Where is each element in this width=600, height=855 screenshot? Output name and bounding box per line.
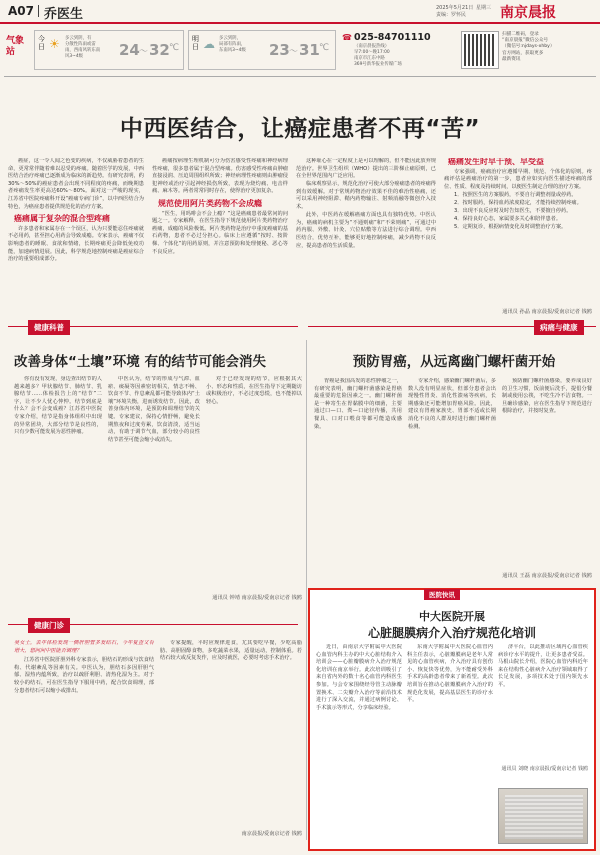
article3-col1-text: 胃癌是我国高发的恶性肿瘤之一，有研究表明，幽门螺杆菌感染是胃癌最重要的危险因素之一。幽门螺杆菌是一种寄生在胃黏膜中的细菌，主要通过口—口、粪—口途径传播，共用餐具、口对口喂食等都可能造成感染。 [314, 378, 402, 430]
sun-cloud-icon: ☀ [49, 37, 60, 51]
masthead-divider [38, 5, 39, 17]
article4-intro: 吴女士，去年体检发现一侧肝胆管多发结石，今年复查又有增大，想问问中医能否调理？ [14, 640, 154, 654]
article5-title-1: 中大医院开展 [419, 610, 485, 623]
article2-col3 [206, 376, 302, 586]
article2-col3-text: 对于已经发现的结节，应根据其大小、形态和性质，在医生指导下定期随访或积极治疗，不必过度恐慌，也不能掉以轻心。 [206, 376, 302, 405]
qr-text-1: 扫描二维码，登录 [502, 32, 539, 37]
tomorrow-desc-3: 东南风3~4级 [219, 48, 246, 53]
article3-col3-text: 预防幽门螺杆菌感染，要养成良好的卫生习惯，饭前便后洗手，提倡分餐制或使用公筷，不吃生冷不洁食物。一旦确诊感染，应在医生指导下规范进行根除治疗，并按时复查。 [502, 378, 592, 415]
article1-col1-subhead: 癌痛属于复杂的混合型疼痛 [14, 214, 110, 224]
article5-photo [498, 788, 588, 844]
article4-col2 [160, 640, 302, 826]
today-desc-1: 多云到阴，有 [65, 36, 92, 41]
article1-col4-p2: 1．按照医生的方案服药，不要自行调整剂量或停药。 [454, 191, 577, 198]
photo-pattern [505, 795, 583, 839]
masthead-rule [0, 22, 600, 24]
article4-col1-text: 江苏省中医院肝胆外科专家表示，胆结石的形成与饮食结构、代谢紊乱等因素有关。中医认为，胆结石多因肝胆气郁、湿热内蕴所致，治疗以疏肝利胆、清热化湿为主。对于较小的结石，可在医生指导下服用中药，配合饮食调理，部分患者结石可以缩小或排出。 [14, 657, 154, 694]
article5-col2-text: 东南大学附属中大医院心血管内科主任表示，心脏瓣膜病是老年人常见的心血管疾病，介入治疗具有创伤小、恢复快等优势，为不能耐受外科手术的高龄患者带来了新希望。此次培训旨在推动心脏瓣膜病介入治疗的规范化发展，提高基层医生的诊疗水平。 [407, 644, 493, 704]
paper-logo: 南京晨报 [500, 5, 556, 21]
article2-byline: 通讯员 钟靖 南京晨报/爱南京记者 钱鸥 [212, 595, 302, 601]
article5-col2 [407, 644, 493, 844]
article1-col4-p3: 2．按时服药，保持血药浓度稳定，才能持续控制疼痛。 [454, 199, 582, 206]
article5-col3 [498, 644, 588, 764]
tomorrow-desc-1: 多云到阴， [219, 36, 241, 41]
tomorrow-desc-2: 局部有阵雨， [219, 42, 246, 47]
article1-col3-p1: 这种耻心在一定程度上是可以理解的，但不能因此放弃规范治疗。世界卫生组织（WHO）提出的三阶梯止痛原则，已在全世界范围内广泛应用。 [296, 158, 436, 180]
article1-col4-subhead: 癌痛发生时早干预、早受益 [448, 158, 544, 166]
today-low: 24 [119, 41, 140, 59]
page-number: A07 [8, 4, 34, 18]
today-unit: ℃ [169, 43, 180, 53]
article1-col3-p2: 临床观察显示，规范化治疗可使大部分癌痛患者的疼痛得到有效缓解。对于常规药物治疗效果不佳的难治性癌痛，还可以采用神经阻滞、鞘内药物输注、射频消融等微创介入技术。 [296, 181, 436, 211]
article5-col1 [316, 644, 402, 844]
qr-text-5: 最新资讯 [502, 56, 521, 62]
masthead [0, 0, 600, 22]
tomorrow-unit: ℃ [319, 43, 330, 53]
hotline-box [342, 30, 460, 70]
article3-col3 [502, 378, 592, 550]
article1-col2-p2: “医生，用吗啡会不会上瘾？”这是癌痛患者最常问的问题之一。专家解释，在医生指导下规范使用阿片类药物治疗癌痛，成瘾的风险极低。阿片类药物是治疗中重度癌痛的基石药物，患者不必过分担心。临床上应遵循“按时、按阶梯、个体化”的用药原则，并注意预防和处理便秘、恶心等不良反应。 [152, 210, 288, 255]
section-tag-left: 健康科普 [28, 320, 70, 335]
cloud-icon: ☁ [203, 37, 215, 51]
today-label: 今日 [38, 35, 45, 51]
today-desc-2: 分散性阵雨或雷 [65, 42, 96, 47]
phone-icon: ☎ [342, 33, 352, 42]
article5-byline: 通讯员 刘晓 南京晨报/爱南京记者 钱鸥 [501, 766, 588, 772]
hotline-line-2: 早7:00～晚17:00 [354, 50, 390, 55]
today-desc-4: 风3~4级 [65, 54, 84, 59]
section-title: 乔医生 [44, 7, 84, 22]
highlighted-article[interactable] [308, 588, 596, 851]
article1-col4-p1: 专家强调，癌痛治疗应遵循早期、规范、个体化的原则。疼痛评估是癌痛治疗的第一步，患者应如实向医生描述疼痛的部位、性质、程度及持续时间，以便医生制定合理的治疗方案。 [444, 168, 592, 190]
article4-col2-text: 专家提醒，平时应规律进食，尤其要吃早餐，少吃高脂肪、高胆固醇食物，多吃蔬菜水果，适量运动，控制体重。若结石较大或反复发作，应及时就医，必要时考虑手术治疗。 [160, 640, 302, 662]
article1-col4-p5: 4．保持良好心态，家属要多关心和陪伴患者。 [454, 216, 562, 223]
qr-text-4: 官方网站，获取更多 [502, 50, 544, 56]
article3-col1 [314, 378, 402, 566]
article1-col3-p3: 此外，中医药在缓解癌痛方面也具有独特优势。中医认为，癌痛的病机主要为“不通则痛”和“不荣则痛”，可通过中药内服、外敷、针灸、穴位贴敷等方法进行综合调理。中西医结合，优势互补，能够更好地控制疼痛，减少药物不良反应，提高患者的生活质量。 [296, 212, 436, 249]
main-headline: 中西医结合，让癌症患者不再“苦” [119, 116, 481, 142]
tomorrow-label: 明日 [192, 35, 199, 51]
qr-text-3: （微信号:njdays-xhby） [502, 44, 555, 50]
hotline-line-4: 369号新华报业传媒广场 [354, 62, 402, 67]
article1-col1-p1: 癌症，这一令人闻之色变的疾病，不仅威胁着患者的生命，更常常伴随着难以忍受的疼痛。随着医学的发展，中西医结合治疗疼痛已逐渐成为临床的新趋势。有研究表明，约30%～50%的癌症患者会出现不同程度的疼痛，而晚期患者疼痛发生率更高达60%～80%。面对这一严峻的现实，江苏省中医院疼痛科开设“癌痛专病门诊”，以中西医结合为特色，为癌症患者提供规范化的治疗方案。 [8, 158, 144, 210]
vertical-divider [306, 340, 307, 840]
article1-col1 [8, 158, 144, 306]
qr-text-2: “南京晨报”微信公众号 [502, 38, 549, 44]
article5-section-tag: 医院快讯 [424, 589, 460, 600]
section-tag-right: 病痛与健康 [534, 320, 584, 335]
issue-weekday: 星期三 [476, 5, 492, 11]
tomorrow-high: 31 [299, 41, 320, 59]
weather-rule [4, 76, 596, 77]
article4-byline: 南京晨报/爱南京记者 钱鸥 [241, 831, 302, 837]
article2-col2 [108, 376, 200, 604]
tomorrow-low: 23 [269, 41, 290, 59]
today-weather: 今日 ☀ 多云到阴，有 分散性阵雨或雷 雨，西南风转东南 风3~4级 24 ～ 32 ℃ [34, 30, 184, 70]
article5-col1-text: 近日，由南京大学附属中大医院心血管内科主办的中大心脏结构介入培训会——心脏瓣膜病介入治疗规范化培训在南京举行。此次培训吸引了来自省内外的数十名心血管内科医生参加。与会专家围绕经导管主动脉瓣置换术、二尖瓣介入治疗等前沿技术进行了深入交流，并通过病例讨论、手术演示等形式，分享临床经验。 [316, 644, 402, 711]
article1-col3 [296, 158, 436, 306]
article3-title: 预防胃癌，从远离幽门螺杆菌开始 [352, 354, 556, 370]
hotline-line-3: 南京市江东中路 [354, 56, 385, 61]
article5-col3-text: 济平台，以此推动区域内心血管疾病诊疗水平的提升，让更多患者受益。马根山院长介绍，医院心血管内科近年来在结构性心脏病介入治疗领域取得了长足发展，多项技术处于国内领先水平。 [498, 644, 588, 688]
weather-label: 气象站 [6, 36, 25, 57]
article1-col2-subhead: 规范使用阿片类药物不会成瘾 [158, 198, 262, 208]
article2-col2-text: 中医认为，结节的形成与气滞、血瘀、痰凝等因素密切相关，情志不畅、饮食不节、作息紊乱都可能导致体内“土壤”环境失衡，进而诱发结节。因此，改善身体内环境，是预防和调理结节的关键。专家建议，保持心情舒畅，避免长期熬夜和过度劳累，饮食清淡，适当运动，有助于调节气血，部分较小的良性结节甚至可能会缩小或消失。 [108, 376, 200, 443]
qr-code[interactable] [462, 32, 498, 68]
article2-col1 [14, 376, 102, 604]
article1-col4-p6: 5．定期复诊，根据病情变化及时调整治疗方案。 [454, 224, 567, 231]
article1-byline: 通讯员 孙晶 南京晨报/爱南京记者 钱鸥 [502, 309, 592, 315]
article1-col4-p4: 3．出现不良反应时及时告知医生，不要擅自停药。 [454, 208, 572, 215]
article3-col2 [408, 378, 496, 566]
section-tag-left2: 健康门诊 [28, 618, 70, 633]
today-desc-3: 雨，西南风转东南 [65, 48, 101, 53]
issue-date: 2025年5月21日 [436, 5, 474, 11]
today-high: 32 [149, 41, 170, 59]
article2-title: 改善身体“土壤”环境 有的结节可能会消失 [14, 354, 266, 370]
weather-bar [4, 28, 596, 74]
article2-col1-text: 你有没有发现，身边查出结节的人越来越多？甲状腺结节、肺结节、乳腺结节……体检报告上的“结节”二字，让不少人忧心忡忡。结节到底是什么？会不会变成癌？江苏省中医院专家介绍，结节是指身体组织中出现的异常团块，大部分结节是良性的，只有少数可能发展为恶性肿瘤。 [14, 376, 102, 436]
hotline-line-1: （南京晨报热线） [354, 44, 390, 49]
hotline-number: 025-84701110 [354, 32, 431, 43]
tomorrow-weather: 明日 ☁ 多云到阴， 局部有阵雨， 东南风3~4级 23 ～ 31 ℃ [188, 30, 336, 70]
article1-col2-p1: 癌痛按病理生理机制可分为伤害感受性疼痛和神经病理性疼痛，很多患者属于混合型疼痛。伤害感受性疼痛由肿瘤直接浸润、压迫周围组织所致；神经病理性疼痛则由肿瘤侵犯神经或治疗引起神经损伤所致，表现为烧灼痛、电击样痛、麻木等。两者常常同时存在，使得治疗更加复杂。 [152, 158, 288, 195]
editor-credit: 责编：罗怀民 [436, 12, 467, 18]
article1-col2 [152, 158, 288, 306]
article1-col1-p2: 许多患者和家属存在一个误区，认为只要能忍住疼痛就不必用药，甚至担心用药会导致成瘾。专家表示，癌痛不仅影响患者的睡眠、食欲和情绪，长期疼痛更会降低免疫功能，加速病情进展。因此，科学规范地控制疼痛是癌症综合治疗的重要组成部分。 [8, 225, 144, 263]
article1-col4 [444, 158, 592, 306]
article3-byline: 通讯员 王磊 南京晨报/爱南京记者 钱鸥 [502, 573, 592, 579]
article5-title-2: 心脏腿膜病介入治疗规范化培训 [367, 626, 536, 640]
article4-col1 [14, 640, 154, 838]
article3-col2-text: 专家介绍，感染幽门螺杆菌后，多数人没有明显症状，但部分患者会出现慢性胃炎、消化性溃疡等疾病，长期感染还可能增加胃癌风险。因此，建议有胃癌家族史、胃部不适或长期消化不良的人群及时进行幽门螺杆菌检测。 [408, 378, 496, 430]
